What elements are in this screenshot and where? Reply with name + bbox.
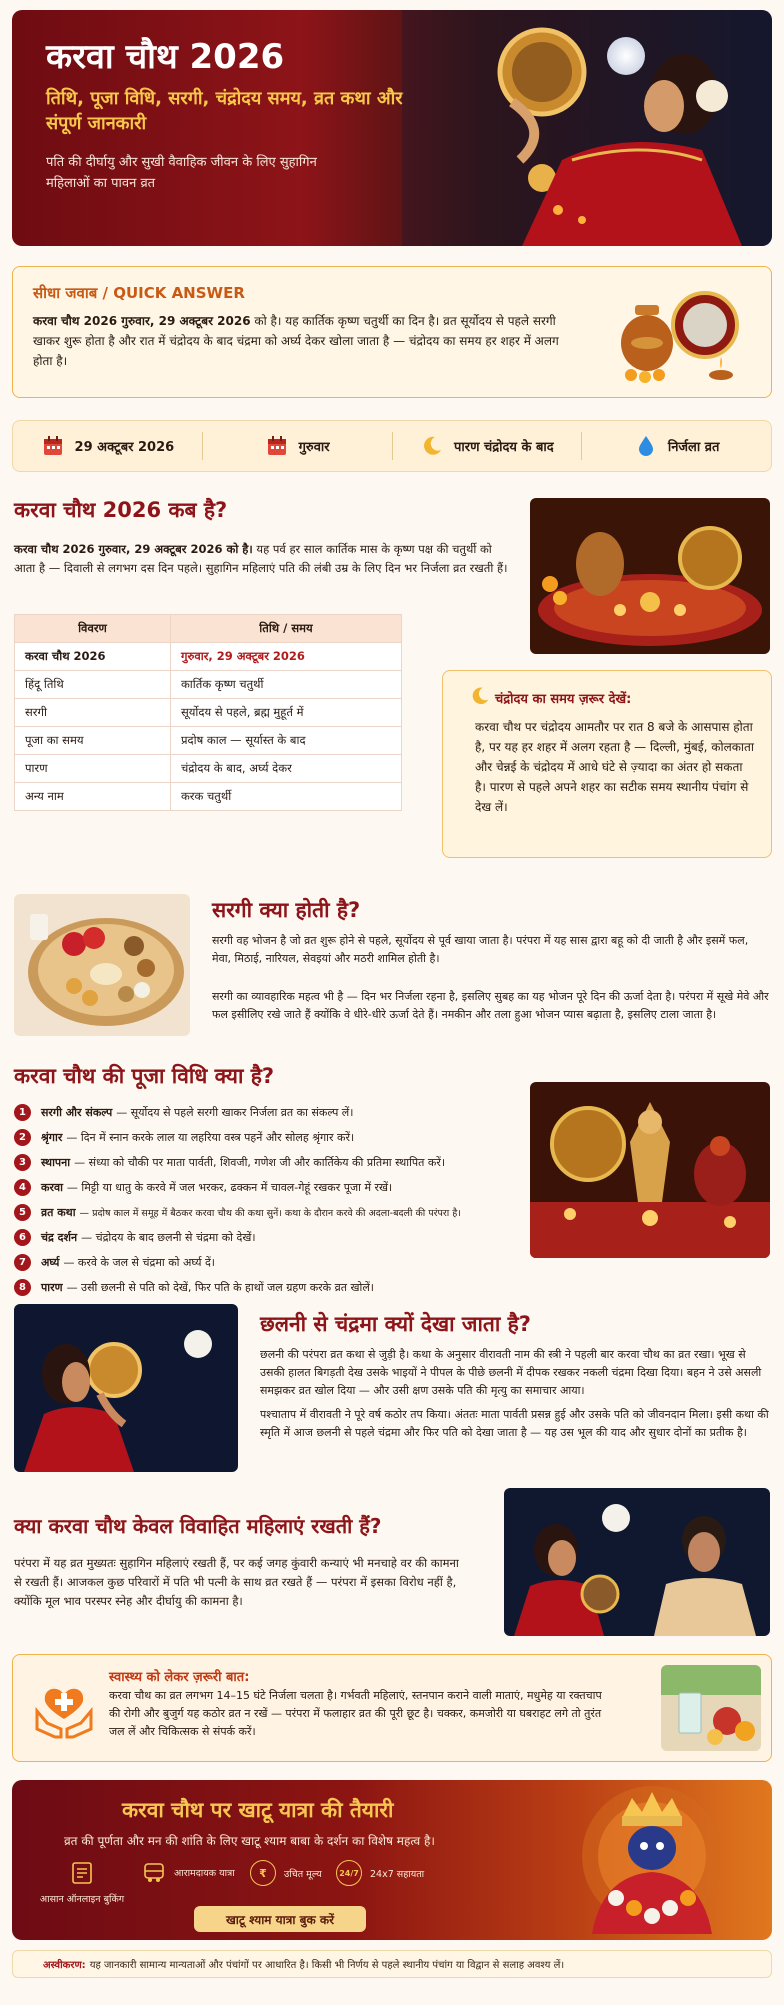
section-vivahit bbox=[12, 1488, 772, 1640]
step-text: — उसी छलनी से पति को देखें, फिर पति के हाथों जल ग्रहण करके व्रत खोलें। bbox=[66, 1281, 374, 1294]
khatu-title: करवा चौथ पर खाटू यात्रा की तैयारी bbox=[122, 1798, 394, 1822]
table-row bbox=[15, 755, 402, 783]
chhalni-heading: छलनी से चंद्रमा क्यों देखा जाता है? bbox=[260, 1312, 531, 1336]
table-cell: कार्तिक कृष्ण चतुर्थी bbox=[170, 671, 401, 699]
step-title: अर्घ्य bbox=[41, 1256, 60, 1269]
hero-text bbox=[46, 36, 426, 194]
quick-answer-date: करवा चौथ 2026 गुरुवार, 29 अक्टूबर 2026 bbox=[33, 314, 251, 328]
kab-lead bbox=[14, 540, 514, 578]
puja-heading: करवा चौथ की पूजा विधि क्या है? bbox=[14, 1064, 275, 1088]
table-cell: हिंदू तिथि bbox=[15, 671, 171, 699]
moonrise-note-text: करवा चौथ पर चंद्रोदय आमतौर पर रात 8 बजे के आसपास होता है, पर यह हर शहर में अलग रहता है — दिल्ली, मुंबई, कोलकाता और चेन्नई के चंद्रोदय में आधे घंटे से ज़्यादा का अंतर हो सकता है। पारण से पहले अपने शहर का सटीक समय स्थानीय पंचांग से देख लें। bbox=[475, 720, 754, 814]
feature-comfortable-travel bbox=[142, 1860, 235, 1884]
crescent-moon-icon bbox=[469, 685, 491, 707]
section-sargi bbox=[12, 894, 772, 1040]
moonrise-note-box bbox=[442, 670, 772, 858]
table-cell: करक चतुर्थी bbox=[170, 783, 401, 811]
step-text: — चंद्रोदय के बाद छलनी से चंद्रमा को देखें। bbox=[81, 1231, 256, 1244]
table-row bbox=[15, 727, 402, 755]
step-title: व्रत कथा bbox=[41, 1206, 76, 1219]
health-text: करवा चौथ का व्रत लगभग 14–15 घंटे निर्जला चलता है। गर्भवती महिलाएं, स्तनपान कराने वाली माताएं, मधुमेह या रक्तचाप की रोगी और बुजुर्ग यह कठोर व्रत न रखें — परंपरा में फलाहार व्रत की पूरी छूट है। चक्कर, कमजोरी या घबराहट लगे तो तुरंत जल लें और चिकित्सक से संपर्क करें। bbox=[109, 1689, 602, 1738]
info-bar bbox=[12, 420, 772, 472]
step-number: 8 bbox=[14, 1279, 31, 1296]
feature-label: 24x7 सहायता bbox=[370, 1868, 425, 1880]
list-item bbox=[14, 1150, 514, 1175]
quick-answer-heading: सीधा जवाब / QUICK ANSWER bbox=[33, 284, 245, 302]
calendar-icon bbox=[265, 434, 289, 458]
step-title: श्रृंगार bbox=[41, 1131, 63, 1144]
step-number: 1 bbox=[14, 1104, 31, 1121]
couple-under-moon-image bbox=[504, 1488, 770, 1636]
list-item bbox=[14, 1275, 514, 1300]
disclaimer-text: यह जानकारी सामान्य मान्यताओं और पंचांगों पर आधारित है। किसी भी निर्णय से पहले स्थानीय पंचांग या विद्वान से सलाह अवश्य लें। bbox=[89, 1960, 565, 1971]
info-item-nirjala bbox=[582, 432, 771, 460]
book-khatu-yatra-button[interactable]: खाटू श्याम यात्रा बुक करें bbox=[194, 1906, 366, 1932]
hero-tagline: पति की दीर्घायु और सुखी वैवाहिक जीवन के लिए सुहागिन महिलाओं का पावन व्रत bbox=[46, 155, 317, 191]
hero-title: करवा चौथ 2026 bbox=[46, 37, 285, 77]
step-title: करवा bbox=[41, 1181, 63, 1194]
woman-with-sieve-illustration bbox=[402, 10, 772, 246]
section-chhalni bbox=[12, 1304, 772, 1474]
table-row bbox=[15, 643, 402, 671]
step-number: 5 bbox=[14, 1204, 31, 1221]
khatu-shyam-idol-image bbox=[522, 1786, 766, 1934]
calendar-icon bbox=[41, 434, 65, 458]
list-item bbox=[14, 1250, 514, 1275]
table-cell: सूर्योदय से पहले, ब्रह्म मुहूर्त में bbox=[170, 699, 401, 727]
quick-answer-text bbox=[33, 311, 578, 371]
info-item-paran bbox=[393, 432, 583, 460]
step-text: — दिन में स्नान करके लाल या लहरिया वस्त्र पहनें और सोलह श्रृंगार करें। bbox=[66, 1131, 355, 1144]
info-paran-label: पारण चंद्रोदय के बाद bbox=[454, 440, 554, 455]
moonrise-note-heading: चंद्रोदय का समय ज़रूर देखें: bbox=[495, 692, 632, 707]
disclaimer-label: अस्वीकरण: bbox=[43, 1960, 86, 1971]
table-header-row bbox=[15, 615, 402, 643]
list-item bbox=[14, 1175, 514, 1200]
table-cell: पारण bbox=[15, 755, 171, 783]
table-cell: अन्य नाम bbox=[15, 783, 171, 811]
khatu-yatra-banner bbox=[12, 1780, 772, 1940]
sargi-heading: सरगी क्या होती है? bbox=[212, 898, 361, 922]
list-item bbox=[14, 1200, 514, 1225]
table-cell: करवा चौथ 2026 bbox=[15, 643, 171, 671]
booking-icon bbox=[69, 1860, 95, 1886]
table-row bbox=[15, 783, 402, 811]
table-header: विवरण bbox=[15, 615, 171, 643]
step-title: सरगी और संकल्प bbox=[41, 1106, 113, 1119]
puja-steps-list bbox=[14, 1100, 514, 1300]
step-text: — संध्या को चौकी पर माता पार्वती, शिवजी, गणेश जी और कार्तिकेय की प्रतिमा स्थापित करें। bbox=[74, 1156, 446, 1169]
rupee-icon: ₹ bbox=[250, 1860, 276, 1886]
info-day-label: गुरुवार bbox=[298, 440, 330, 455]
step-text: — प्रदोष काल में समूह में बैठकर करवा चौथ की कथा सुनें। कथा के दौरान करवे की अदला-बदली की परंपरा है। bbox=[79, 1208, 461, 1219]
sargi-platter-image bbox=[14, 894, 190, 1036]
karwa-pot-and-sieve-illustration bbox=[601, 281, 751, 385]
water-and-fruit-image bbox=[661, 1665, 761, 1751]
step-title: स्थापना bbox=[41, 1156, 71, 1169]
hero-banner bbox=[12, 10, 772, 246]
sargi-paragraph-2: सरगी का व्यावहारिक महत्व भी है — दिन भर निर्जला रहना है, इसलिए सुबह का यह भोजन पूरे दिन की ऊर्जा देता है। परंपरा में सूखे मेवे और फल इसीलिए रखे जाते हैं क्योंकि वे धीरे-धीरे ऊर्जा देते हैं। नमकीन और तला हुआ भोजन प्यास बढ़ाता है, इसलिए टाला जाता है। bbox=[212, 990, 769, 1021]
list-item bbox=[14, 1125, 514, 1150]
feature-label: उचित मूल्य bbox=[284, 1868, 322, 1880]
step-number: 2 bbox=[14, 1129, 31, 1146]
disclaimer bbox=[12, 1950, 772, 1978]
info-item-day bbox=[203, 432, 393, 460]
kab-heading: करवा चौथ 2026 कब है? bbox=[14, 498, 228, 522]
step-number: 4 bbox=[14, 1179, 31, 1196]
support-24x7-icon: 24/7 bbox=[336, 1860, 362, 1886]
health-heading: स्वास्थ्य को लेकर ज़रूरी बात: bbox=[109, 1670, 250, 1685]
info-nirjala-label: निर्जला व्रत bbox=[667, 440, 720, 455]
bus-icon bbox=[142, 1860, 166, 1884]
feature-online-booking bbox=[32, 1860, 132, 1905]
vivahit-heading: क्या करवा चौथ केवल विवाहित महिलाएं रखती हैं? bbox=[14, 1514, 382, 1538]
moon-icon bbox=[607, 37, 645, 75]
list-item bbox=[14, 1225, 514, 1250]
step-number: 6 bbox=[14, 1229, 31, 1246]
water-drop-icon bbox=[634, 434, 658, 458]
table-cell: चंद्रोदय के बाद, अर्घ्य देकर bbox=[170, 755, 401, 783]
info-date-label: 29 अक्टूबर 2026 bbox=[74, 440, 175, 455]
date-table bbox=[14, 614, 402, 811]
info-item-date bbox=[13, 432, 203, 460]
feature-support bbox=[336, 1860, 424, 1886]
sargi-paragraph-1: सरगी वह भोजन है जो व्रत शुरू होने से पहले, सूर्योदय से पूर्व खाया जाता है। परंपरा में यह सास द्वारा बहू को दी जाती है और इसमें फल, मेवा, मिठाई, नारियल, सेवइयां और मठरी शामिल होती है। bbox=[212, 934, 749, 965]
table-cell: प्रदोष काल — सूर्यास्त के बाद bbox=[170, 727, 401, 755]
quick-answer-box bbox=[12, 266, 772, 398]
kab-lead-text: यह पर्व हर साल कार्तिक मास के कृष्ण पक्ष की चतुर्थी को आता है — दिवाली से लगभग दस दिन पहले। सुहागिन महिलाएं पति की लंबी उम्र के लिए दिन भर निर्जला व्रत रखती हैं। bbox=[14, 542, 508, 575]
list-item bbox=[14, 1100, 514, 1125]
crescent-moon-icon bbox=[420, 434, 444, 458]
section-puja-vidhi bbox=[12, 1060, 772, 1296]
health-note-box bbox=[12, 1654, 772, 1762]
step-text: — करवे के जल से चंद्रमा को अर्घ्य दें। bbox=[63, 1256, 215, 1269]
feature-label: आरामदायक यात्रा bbox=[174, 1867, 235, 1879]
health-hands-heart-icon bbox=[33, 1679, 95, 1741]
step-title: चंद्र दर्शन bbox=[41, 1231, 78, 1244]
chhalni-paragraph-1: छलनी की परंपरा व्रत कथा से जुड़ी है। कथा के अनुसार वीरावती नाम की स्त्री ने पहली बार करवा चौथ का व्रत रखा। भूख से उसकी हालत बिगड़ती देख उसके भाइयों ने पीपल के पीछे छलनी में दीपक रखकर नकली चंद्रमा दिखा दिया। बहन ने उसे असली समझकर व्रत खोल दिया — और उसी क्षण उसके पति की मृत्यु का समाचार आया। bbox=[260, 1348, 762, 1397]
chhalni-paragraph-2: पश्चाताप में वीरावती ने पूरे वर्ष कठोर तप किया। अंततः माता पार्वती प्रसन्न हुई और उसके पति को जीवनदान मिला। इसी कथा की स्मृति में आज छलनी से पहले चंद्रमा और फिर पति को देखा जाता है — यह उस भूल की याद और सुधार दोनों का प्रतीक है। bbox=[260, 1408, 769, 1439]
quick-answer-body: को है। यह कार्तिक कृष्ण चतुर्थी का दिन है। व्रत सूर्योदय से पहले सरगी खाकर शुरू होता है और रात में चंद्रोदय के बाद चंद्रमा को अर्घ्य देकर खोला जाता है — चंद्रोदय का समय हर शहर में अलग होता है। bbox=[33, 314, 559, 368]
khatu-subtitle: व्रत की पूर्णता और मन की शांति के लिए खाटू श्याम बाबा के दर्शन का विशेष महत्व है। bbox=[64, 1834, 435, 1848]
step-number: 3 bbox=[14, 1154, 31, 1171]
table-row bbox=[15, 699, 402, 727]
step-text: — सूर्योदय से पहले सरगी खाकर निर्जला व्रत का संकल्प लें। bbox=[116, 1106, 354, 1119]
puja-setup-image bbox=[530, 1082, 770, 1258]
step-text: — मिट्टी या धातु के करवे में जल भरकर, ढक्कन में चावल-गेहूं रखकर पूजा में रखें। bbox=[66, 1181, 393, 1194]
table-cell: सरगी bbox=[15, 699, 171, 727]
hero-subtitle: तिथि, पूजा विधि, सरगी, चंद्रोदय समय, व्रत कथा और संपूर्ण जानकारी bbox=[46, 88, 403, 134]
feature-fair-price bbox=[250, 1860, 322, 1886]
kab-lead-bold: करवा चौथ 2026 गुरुवार, 29 अक्टूबर 2026 को है। bbox=[14, 542, 253, 556]
table-cell: गुरुवार, 29 अक्टूबर 2026 bbox=[170, 643, 401, 671]
puja-thali-image bbox=[530, 498, 770, 654]
vivahit-paragraph: परंपरा में यह व्रत मुख्यतः सुहागिन महिलाएं रखती हैं, पर कई जगह कुंवारी कन्याएं भी मनचाहे वर की कामना से रखती हैं। आजकल कुछ परिवारों में पति भी पत्नी के साथ व्रत रखते हैं — परंपरा में इसका विरोध नहीं है, क्योंकि मूल भाव परस्पर स्नेह और दीर्घायु की कामना है। bbox=[14, 1556, 459, 1608]
feature-label: आसान ऑनलाइन बुकिंग bbox=[39, 1894, 125, 1905]
table-row bbox=[15, 671, 402, 699]
section-kab-hai bbox=[12, 490, 772, 890]
step-number: 7 bbox=[14, 1254, 31, 1271]
table-header: तिथि / समय bbox=[170, 615, 401, 643]
table-cell: पूजा का समय bbox=[15, 727, 171, 755]
step-title: पारण bbox=[41, 1281, 63, 1294]
woman-viewing-moon-image bbox=[14, 1304, 238, 1472]
